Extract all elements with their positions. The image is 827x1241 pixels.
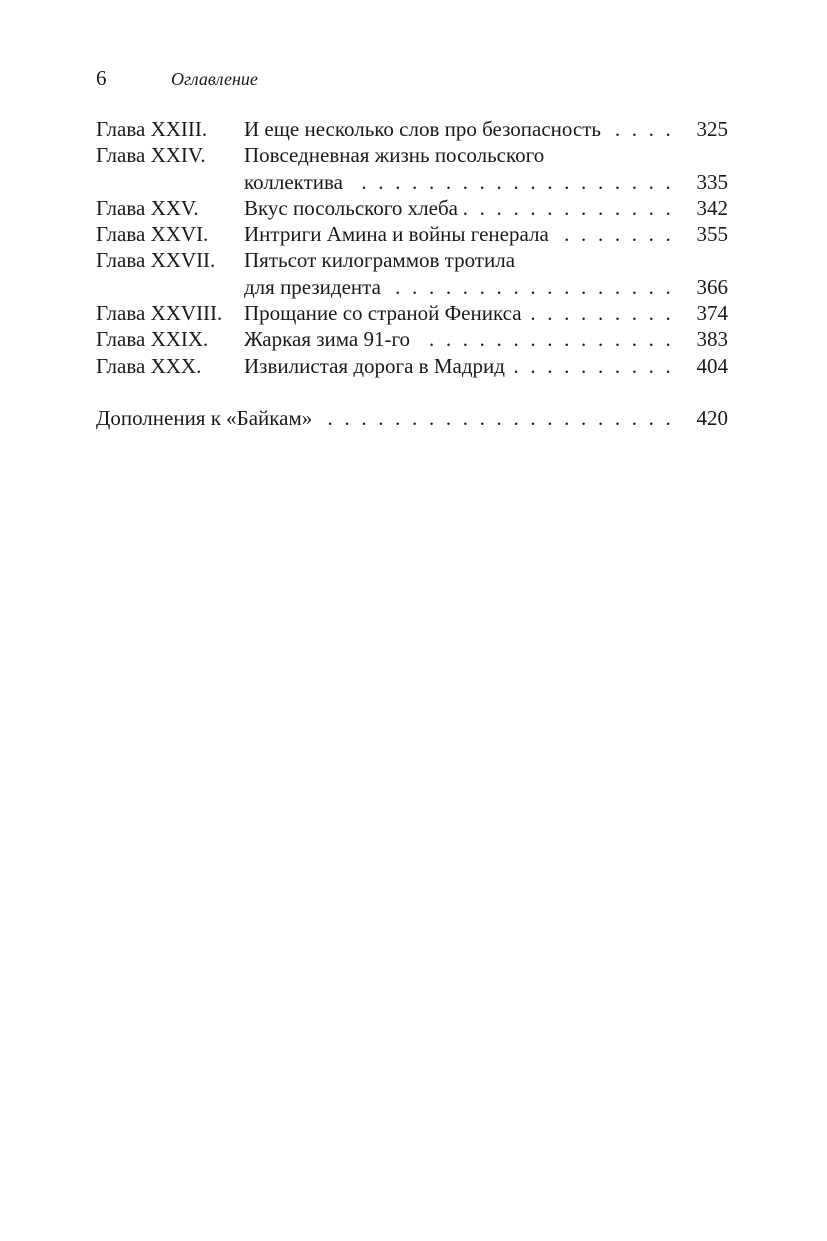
page-reference: 335 bbox=[696, 169, 728, 194]
toc-entry[interactable] bbox=[96, 247, 728, 273]
chapter-title bbox=[244, 221, 674, 247]
page-number: 6 bbox=[96, 66, 107, 90]
chapter-title-line: Извилистая дорога в Мадрид bbox=[244, 353, 505, 378]
page-reference: 383 bbox=[696, 327, 728, 352]
chapter-number: Глава XXVI. bbox=[96, 222, 209, 247]
chapter-title-line: Повседневная жизнь посольского bbox=[244, 143, 545, 168]
dot-leader bbox=[387, 274, 674, 300]
dot-leader bbox=[528, 300, 674, 326]
chapter-number: Глава XXX. bbox=[96, 353, 202, 378]
page-reference: 420 bbox=[696, 405, 728, 430]
page-reference: 374 bbox=[696, 301, 728, 326]
chapter-title bbox=[244, 353, 674, 379]
chapter-title bbox=[244, 116, 674, 142]
chapter-title bbox=[244, 247, 674, 273]
page-reference: 366 bbox=[696, 274, 728, 299]
toc-entry[interactable] bbox=[96, 326, 728, 352]
spacer bbox=[96, 379, 728, 405]
toc-entry-continuation[interactable] bbox=[96, 169, 728, 195]
appendix-title bbox=[96, 405, 674, 431]
dot-leader bbox=[555, 221, 674, 247]
page-reference: 355 bbox=[696, 222, 728, 247]
chapter-title bbox=[244, 195, 674, 221]
dot-leader bbox=[511, 353, 674, 379]
dot-leader bbox=[464, 195, 674, 221]
chapter-number: Глава XXVIII. bbox=[96, 301, 223, 326]
chapter-number: Глава XXVII. bbox=[96, 248, 216, 273]
running-head bbox=[96, 66, 258, 94]
chapter-title-line: Жаркая зима 91-го bbox=[244, 327, 411, 352]
chapter-title-line: И еще несколько слов про безопасность bbox=[244, 117, 602, 141]
chapter-title-line: Прощание со страной Феникса bbox=[244, 301, 522, 326]
toc-entry[interactable] bbox=[96, 353, 728, 379]
toc-entry-continuation[interactable] bbox=[96, 274, 728, 300]
toc-entry[interactable] bbox=[96, 300, 728, 326]
chapter-title-line: Пятьсот килограммов тротила bbox=[244, 248, 516, 273]
chapter-title-line: Вкус посольского хлеба bbox=[244, 195, 458, 220]
chapter-number: Глава XXIX. bbox=[96, 327, 209, 352]
chapter-title-line: Интриги Амина и войны генерала bbox=[244, 222, 549, 247]
page-reference: 325 bbox=[696, 117, 728, 141]
dot-leader bbox=[416, 326, 674, 352]
chapter-title-line: коллектива bbox=[244, 169, 343, 194]
dot-leader bbox=[318, 405, 674, 431]
chapter-title-line: для президента bbox=[244, 274, 381, 299]
toc-appendix-entry[interactable] bbox=[96, 405, 728, 431]
toc-entry[interactable] bbox=[96, 221, 728, 247]
toc-entry[interactable] bbox=[96, 195, 728, 221]
chapter-title bbox=[244, 169, 674, 195]
page-reference: 404 bbox=[696, 353, 728, 378]
appendix-title-text: Дополнения к «Байкам» bbox=[96, 405, 313, 430]
chapter-title bbox=[244, 326, 674, 352]
chapter-title bbox=[244, 142, 674, 168]
chapter-number: Глава XXV. bbox=[96, 195, 199, 220]
toc-entry[interactable] bbox=[96, 142, 728, 168]
dot-leader bbox=[607, 116, 674, 142]
chapter-title bbox=[244, 274, 674, 300]
chapter-number: Глава XXIV. bbox=[96, 143, 206, 168]
table-of-contents bbox=[96, 116, 728, 431]
chapter-title bbox=[244, 300, 674, 326]
chapter-number: Глава XXIII. bbox=[96, 117, 208, 141]
dot-leader bbox=[349, 169, 674, 195]
toc-entry[interactable] bbox=[96, 116, 728, 142]
page-reference: 342 bbox=[696, 195, 728, 220]
running-title: Оглавление bbox=[171, 69, 258, 89]
